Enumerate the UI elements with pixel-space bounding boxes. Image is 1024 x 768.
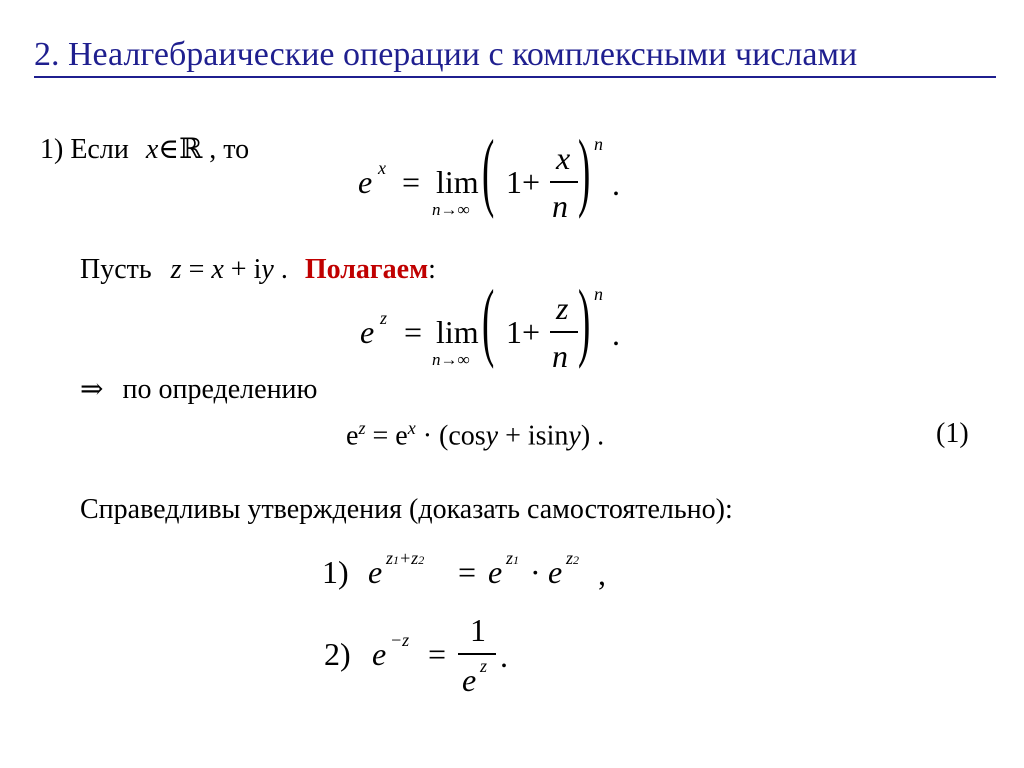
fa-num: x <box>556 140 571 176</box>
c2-e: e <box>372 636 387 672</box>
c2-exp: −z <box>390 630 410 650</box>
fa-under: n→∞ <box>432 200 470 219</box>
c1-cdot: · <box>530 554 541 590</box>
implies-arrow-icon: ⇒ <box>80 374 104 405</box>
fb-left-paren: ( <box>482 273 495 370</box>
fc-y2: y <box>568 420 581 452</box>
let-colon: : <box>428 254 436 285</box>
fa-eq: = <box>402 164 421 200</box>
title-underline <box>34 76 996 78</box>
fc-lhs-e: e <box>346 420 359 452</box>
fc-rhs-e: e <box>395 420 408 452</box>
let-red-word: Полагаем <box>304 254 429 285</box>
c2-num: 1 <box>470 612 486 648</box>
c1-e3: e <box>548 554 563 590</box>
let-i: i <box>253 254 262 285</box>
c1-exp2: z1 <box>506 548 520 568</box>
page-title: 2. Неалгебраические операции с комплексными числами <box>34 36 858 73</box>
formula-euler <box>346 418 604 452</box>
c1-exp3: z2 <box>566 548 580 568</box>
item1-suffix: , то <box>209 134 250 165</box>
fa-e: e <box>358 164 373 200</box>
fa-left-paren: ( <box>482 123 495 220</box>
c2-den-exp: z <box>480 656 488 676</box>
implies-line <box>80 372 317 406</box>
c1-e2: e <box>488 554 503 590</box>
fc-plus: + <box>505 420 521 452</box>
c2-eq: = <box>428 636 447 672</box>
let-z: z <box>170 254 182 285</box>
fb-den: n <box>552 338 568 374</box>
let-x: x <box>211 254 224 285</box>
equation-number: (1) <box>936 418 969 449</box>
fa-right-paren: ) <box>578 123 591 220</box>
c1-exp1: z1+z2 <box>386 548 425 568</box>
let-dot: . <box>280 254 288 285</box>
let-plus: + <box>230 254 247 285</box>
fb-exp: z <box>380 308 388 328</box>
fa-lim: lim <box>436 164 479 200</box>
fc-lhs-exp: z <box>358 418 366 438</box>
item1-condition <box>40 132 249 166</box>
fc-isin: isin <box>527 420 569 452</box>
c1-label: 1) <box>322 554 349 590</box>
c2-den-e: e <box>462 662 477 698</box>
c2-fraction-bar <box>458 653 496 655</box>
fc-eq: = <box>372 420 389 452</box>
fa-power: n <box>594 134 603 154</box>
let-text: Пусть <box>80 254 152 285</box>
fc-rhs-exp: x <box>407 418 416 438</box>
fa-exp: x <box>378 158 386 178</box>
let-eq: = <box>188 254 205 285</box>
fc-y1: y <box>485 420 499 452</box>
c2-label: 2) <box>324 636 351 672</box>
fc-cdot: · <box>422 420 433 452</box>
let-y: y <box>261 254 274 285</box>
fb-e: e <box>360 314 375 350</box>
fc-open: (cos <box>439 420 486 452</box>
implies-text: по определению <box>122 374 318 405</box>
fb-fraction-bar <box>550 331 578 333</box>
fb-dot: . <box>612 316 620 352</box>
let-line <box>80 254 436 286</box>
fc-close: ) . <box>580 420 605 452</box>
c1-eq: = <box>458 554 477 590</box>
fb-power: n <box>594 284 603 304</box>
fa-den: n <box>552 188 568 224</box>
fb-right-paren: ) <box>578 273 591 370</box>
fa-one-plus: 1+ <box>506 164 541 200</box>
fa-dot: . <box>612 166 620 202</box>
fb-eq: = <box>404 314 423 350</box>
item1-in-symbol: ∈ <box>158 134 179 165</box>
item1-reals-symbol: ℝ <box>178 134 203 165</box>
claims-intro: Справедливы утверждения (доказать самостоятельно): <box>80 494 733 525</box>
c2-dot: . <box>500 638 508 674</box>
c1-e1: e <box>368 554 383 590</box>
item1-var-x: x <box>145 134 159 165</box>
fa-fraction-bar <box>550 181 578 183</box>
fb-under: n→∞ <box>432 350 470 369</box>
c1-comma: , <box>598 556 606 592</box>
fb-num: z <box>556 290 569 326</box>
item1-prefix: 1) Если <box>40 134 129 165</box>
fb-lim: lim <box>436 314 479 350</box>
fb-one-plus: 1+ <box>506 314 541 350</box>
